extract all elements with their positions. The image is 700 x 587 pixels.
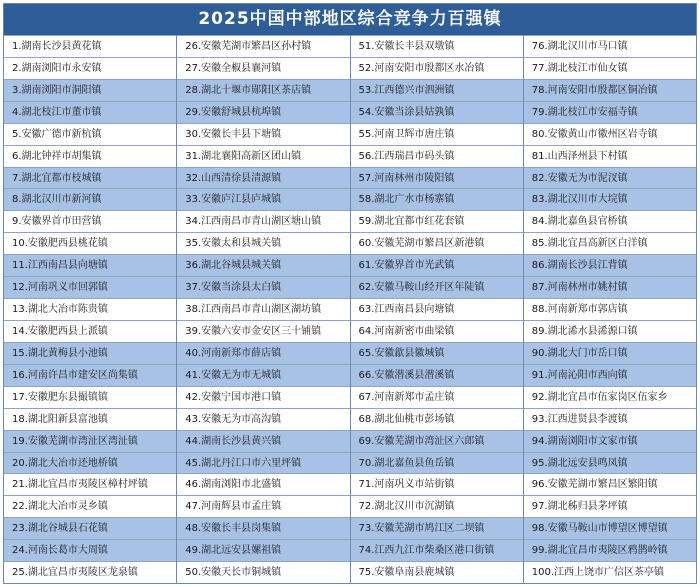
table-column [523,35,696,583]
table-cell: 76.湖北汉川市马口镇 [524,35,696,57]
table-cell: 32.山西清徐县清源镇 [177,167,349,189]
table-cell: 15.湖北黄梅县小池镇 [4,342,176,364]
table-cell: 71.河南巩义市站街镇 [351,473,523,495]
table-cell: 79.湖北枝江市安福寺镇 [524,101,696,123]
table-cell: 19.安徽芜湖市湾沚区湾沚镇 [4,430,176,452]
table-cell: 4.湖北枝江市董市镇 [4,101,176,123]
table-cell: 46.湖南浏阳市北盛镇 [177,473,349,495]
table-cell: 45.湖北丹江口市六里坪镇 [177,452,349,474]
table-cell: 48.安徽长丰县岗集镇 [177,517,349,539]
table-cell: 85.湖北宜昌高新区白洋镇 [524,232,696,254]
table-cell: 41.安徽无为市无城镇 [177,364,349,386]
table-cell: 61.安徽界首市光武镇 [351,254,523,276]
table-cell: 100.江西上饶市广信区茶亭镇 [524,561,696,583]
table-cell: 27.安徽全椒县襄河镇 [177,57,349,79]
table-cell: 9.安徽界首市田营镇 [4,210,176,232]
table-cell: 31.湖北襄阳高新区团山镇 [177,145,349,167]
table-cell: 3.湖南浏阳市洞阳镇 [4,79,176,101]
table-cell: 95.湖北远安县鸣凤镇 [524,452,696,474]
table-cell: 16.河南许昌市建安区尚集镇 [4,364,176,386]
table-grid [4,35,696,583]
table-cell: 14.安徽肥西县上派镇 [4,320,176,342]
table-cell: 8.湖北汉川市新河镇 [4,188,176,210]
table-cell: 38.江西南昌市青山湖区湖坊镇 [177,298,349,320]
table-cell: 84.湖北嘉鱼县官桥镇 [524,210,696,232]
table-cell: 1.湖南长沙县黄花镇 [4,35,176,57]
table-cell: 98.安徽马鞍山市博望区博望镇 [524,517,696,539]
table-cell: 58.湖北广水市杨寨镇 [351,188,523,210]
table-cell: 23.湖北谷城县石花镇 [4,517,176,539]
table-cell: 33.安徽庐江县庐城镇 [177,188,349,210]
table-cell: 22.湖北大冶市灵乡镇 [4,495,176,517]
table-cell: 92.湖北宜昌市伍家岗区伍家乡 [524,386,696,408]
table-cell: 12.河南巩义市回郭镇 [4,276,176,298]
table-cell: 40.河南新郑市薛店镇 [177,342,349,364]
table-cell: 64.河南新密市曲梁镇 [351,320,523,342]
table-cell: 5.安徽广德市新杭镇 [4,123,176,145]
table-cell: 68.湖北仙桃市彭场镇 [351,408,523,430]
table-cell: 83.湖北汉川市大垸镇 [524,188,696,210]
table-cell: 53.江西德兴市泗洲镇 [351,79,523,101]
table-cell: 49.湖北远安县嫘祖镇 [177,539,349,561]
table-cell: 57.河南林州市陵阳镇 [351,167,523,189]
table-column [176,35,349,583]
table-cell: 59.湖北宜都市红花套镇 [351,210,523,232]
table-cell: 54.安徽当涂县姑孰镇 [351,101,523,123]
table-cell: 56.江西瑞昌市码头镇 [351,145,523,167]
table-cell: 47.河南辉县市孟庄镇 [177,495,349,517]
table-cell: 74.江西九江市柴桑区港口街镇 [351,539,523,561]
table-cell: 72.湖北汉川市沉湖镇 [351,495,523,517]
table-cell: 18.湖北阳新县富池镇 [4,408,176,430]
table-cell: 90.湖北大门市岳口镇 [524,342,696,364]
table-cell: 89.湖北浠水县浠源口镇 [524,320,696,342]
table-cell: 70.湖北嘉鱼县鱼岳镇 [351,452,523,474]
table-cell: 13.湖北大冶市陈贵镇 [4,298,176,320]
table-column [350,35,523,583]
table-cell: 25.湖北宜昌市夷陵区龙泉镇 [4,561,176,583]
table-cell: 81.山西泽州县下村镇 [524,145,696,167]
table-cell: 10.安徽肥西县桃花镇 [4,232,176,254]
table-cell: 80.安徽黄山市徽州区岩寺镇 [524,123,696,145]
table-cell: 99.湖北宜昌市夷陵区鸦鹊岭镇 [524,539,696,561]
table-cell: 52.河南安阳市殷都区水冶镇 [351,57,523,79]
table-cell: 24.河南长葛市大周镇 [4,539,176,561]
table-cell: 29.安徽舒城县杭埠镇 [177,101,349,123]
table-cell: 78.河南安阳市殷都区铜冶镇 [524,79,696,101]
table-cell: 35.安徽太和县城关镇 [177,232,349,254]
table-cell: 77.湖北枝江市仙女镇 [524,57,696,79]
table-cell: 96.安徽芜湖市繁昌区繁阳镇 [524,473,696,495]
table-cell: 82.安徽无为市泥汊镇 [524,167,696,189]
table-cell: 73.安徽芜湖市鸠江区二坝镇 [351,517,523,539]
table-cell: 43.安徽无为市高沟镇 [177,408,349,430]
table-cell: 66.安徽潜溪县潜溪镇 [351,364,523,386]
table-cell: 42.安徽宁国市港口镇 [177,386,349,408]
table-cell: 67.河南新郑市孟庄镇 [351,386,523,408]
table-cell: 6.湖北钟祥市胡集镇 [4,145,176,167]
table-cell: 65.安徽歙县徽城镇 [351,342,523,364]
table-cell: 11.江西南昌县向塘镇 [4,254,176,276]
table-cell: 93.江西进贤县李渡镇 [524,408,696,430]
table-cell: 30.安徽长丰县下塘镇 [177,123,349,145]
table-cell: 88.河南新郑市郭店镇 [524,298,696,320]
table-cell: 86.湖南长沙县江背镇 [524,254,696,276]
table-cell: 63.江西南昌县向塘镇 [351,298,523,320]
table-cell: 69.安徽芜湖市湾沚区六郎镇 [351,430,523,452]
table-cell: 94.湖南浏阳市文家市镇 [524,430,696,452]
table-cell: 51.安徽长丰县双墩镇 [351,35,523,57]
table-cell: 2.湖南浏阳市永安镇 [4,57,176,79]
table-cell: 7.湖北宜都市枝城镇 [4,167,176,189]
table-cell: 55.河南卫辉市唐庄镇 [351,123,523,145]
table-cell: 20.湖北大冶市还地桥镇 [4,452,176,474]
table-cell: 37.安徽当涂县太白镇 [177,276,349,298]
table-cell: 44.湖南长沙县黄兴镇 [177,430,349,452]
ranking-table [3,3,697,584]
table-title: 2025中国中部地区综合竞争力百强镇 [4,4,696,35]
table-cell: 17.安徽肥东县撮镇镇 [4,386,176,408]
table-cell: 34.江西南昌市青山湖区塘山镇 [177,210,349,232]
table-cell: 28.湖北十堰市郧阳区茶店镇 [177,79,349,101]
table-cell: 36.湖北谷城县城关镇 [177,254,349,276]
table-cell: 87.河南林州市姚村镇 [524,276,696,298]
table-cell: 91.河南沁阳市西向镇 [524,364,696,386]
table-cell: 62.安徽马鞍山经开区年陡镇 [351,276,523,298]
table-cell: 39.安徽六安市金安区三十铺镇 [177,320,349,342]
table-cell: 50.安徽天长市铜城镇 [177,561,349,583]
table-column [4,35,176,583]
table-cell: 26.安徽芜湖市繁昌区孙村镇 [177,35,349,57]
table-cell: 75.安徽阜南县鹿城镇 [351,561,523,583]
table-cell: 60.安徽芜湖市繁昌区新港镇 [351,232,523,254]
table-cell: 21.湖北宜昌市夷陵区樟村坪镇 [4,473,176,495]
table-cell: 97.湖北秭归县茅坪镇 [524,495,696,517]
